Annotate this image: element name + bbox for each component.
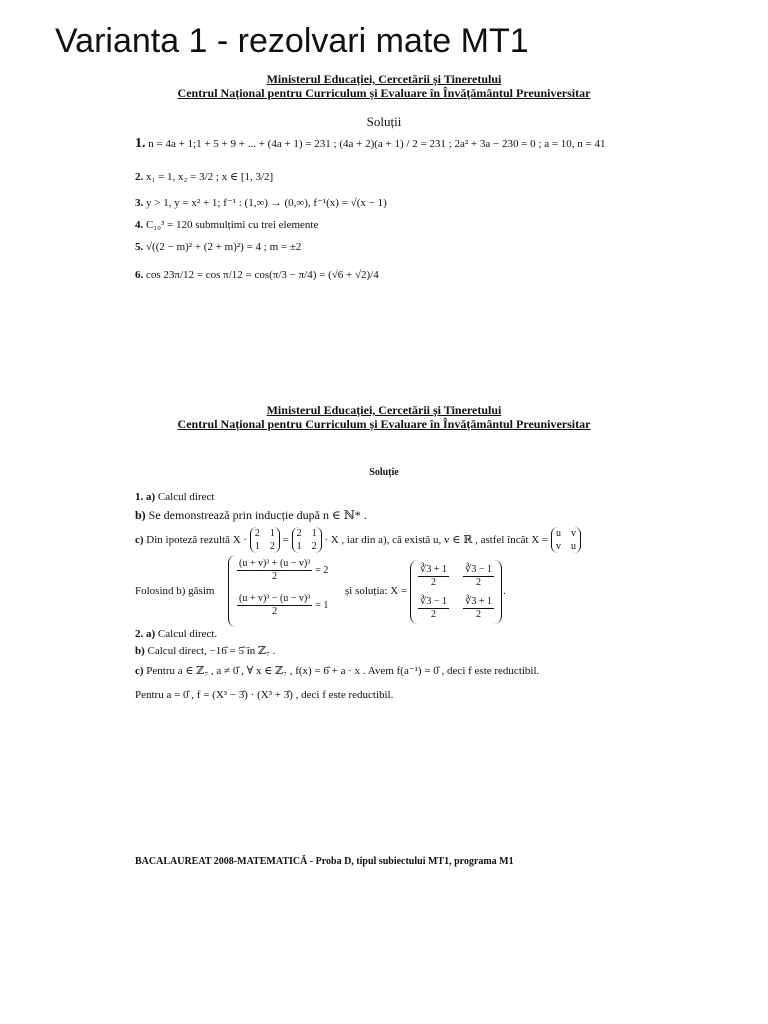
problem-2d: Pentru a = 0̂ , f = (X³ − 3̂) · (X³ + 3̂) , deci f este reductibil. — [135, 689, 394, 701]
si-solutia-label: și soluția: X = — [345, 585, 408, 597]
header-center: Centrul Național pentru Curriculum și Evaluare în Învățământul Preuniversitar — [177, 417, 591, 431]
header-center: Centrul Național pentru Curriculum și Evaluare în Învățământul Preuniversitar — [177, 86, 591, 100]
document-title: Varianta 1 - rezolvari mate MT1 — [55, 22, 529, 60]
section-title-solutie: Soluție — [369, 467, 399, 478]
header-block-1 — [0, 72, 768, 100]
matrix-a: 2 1 1 2 — [250, 527, 280, 553]
solution-item-4: 4. C₁₀³ = 120 submulțimi cu trei elemente — [135, 219, 319, 231]
page-footer: BACALAUREAT 2008-MATEMATICĂ - Proba D, tipul subiectului MT1, programa M1 — [135, 856, 514, 867]
problem-2b: b) Calcul direct, −16̂ = 5̂ în ℤ₇ . — [135, 645, 276, 657]
problem-2a: 2. a) Calcul direct. — [135, 628, 218, 640]
problem-1c: c) Din ipoteză rezultă X · 2 1 1 2 = 2 1 1 2 · X , iar din a), că există u, v ∈ ℝ , astfel încât X = u v v u — [135, 526, 581, 554]
solution-item-3: 3. y > 1, y = x² + 1; f⁻¹ : (1,∞) → (0,∞), f⁻¹(x) = √(x − 1) — [135, 197, 387, 209]
folosind-label: Folosind b) găsim — [135, 585, 215, 597]
problem-1a: 1. a) Calcul direct — [135, 491, 215, 503]
equation-system: $\frac{\text{(u + v)³ + (u − v)³}}{2}$ = 2 $\frac{\text{(u + v)³ − (u − v)³}}{2}$ = 1 — [228, 555, 349, 627]
header-ministry: Ministerul Educației, Cercetării și Tineretului — [266, 72, 502, 86]
problem-2c: c) Pentru a ∈ ℤ₇ , a ≠ 0̂ , ∀ x ∈ ℤ₇ , f(x) = 6̂ + a · x . Avem f(a⁻¹) = 0̂ , deci f este reductibil. — [135, 665, 540, 677]
solution-matrix: $\frac{∛3 + 1}{2}$ $\frac{∛3 - 1}{2}$ $\frac{∛3 - 1}{2}$ $\frac{∛3 + 1}{2}$ — [410, 560, 502, 624]
matrix-a-repeat: 2 1 1 2 — [292, 527, 322, 553]
header-block-2 — [0, 403, 768, 431]
problem-1b: b) Se demonstrează prin inducție după n ∈ ℕ* . — [135, 508, 367, 522]
solution-item-5: 5. √((2 − m)² + (2 + m)²) = 4 ; m = ±2 — [135, 241, 302, 253]
header-ministry: Ministerul Educației, Cercetării și Tineretului — [266, 403, 502, 417]
solution-item-1: 1. n = 4a + 1;1 + 5 + 9 + ... + (4a + 1) = 231 ; (4a + 2)(a + 1) / 2 = 231 ; 2a² + 3a − 230 = 0 ; a = 10, n = 41 — [135, 136, 606, 151]
solution-item-6: 6. cos 23π/12 = cos π/12 = cos(π/3 − π/4) = (√6 + √2)/4 — [135, 269, 379, 281]
solution-item-2: 2. x₁ = 1, x₂ = 3/2 ; x ∈ [1, 3/2] — [135, 171, 274, 183]
section-title-solutii: Soluții — [366, 114, 402, 129]
matrix-uv: u v v u — [551, 527, 581, 553]
